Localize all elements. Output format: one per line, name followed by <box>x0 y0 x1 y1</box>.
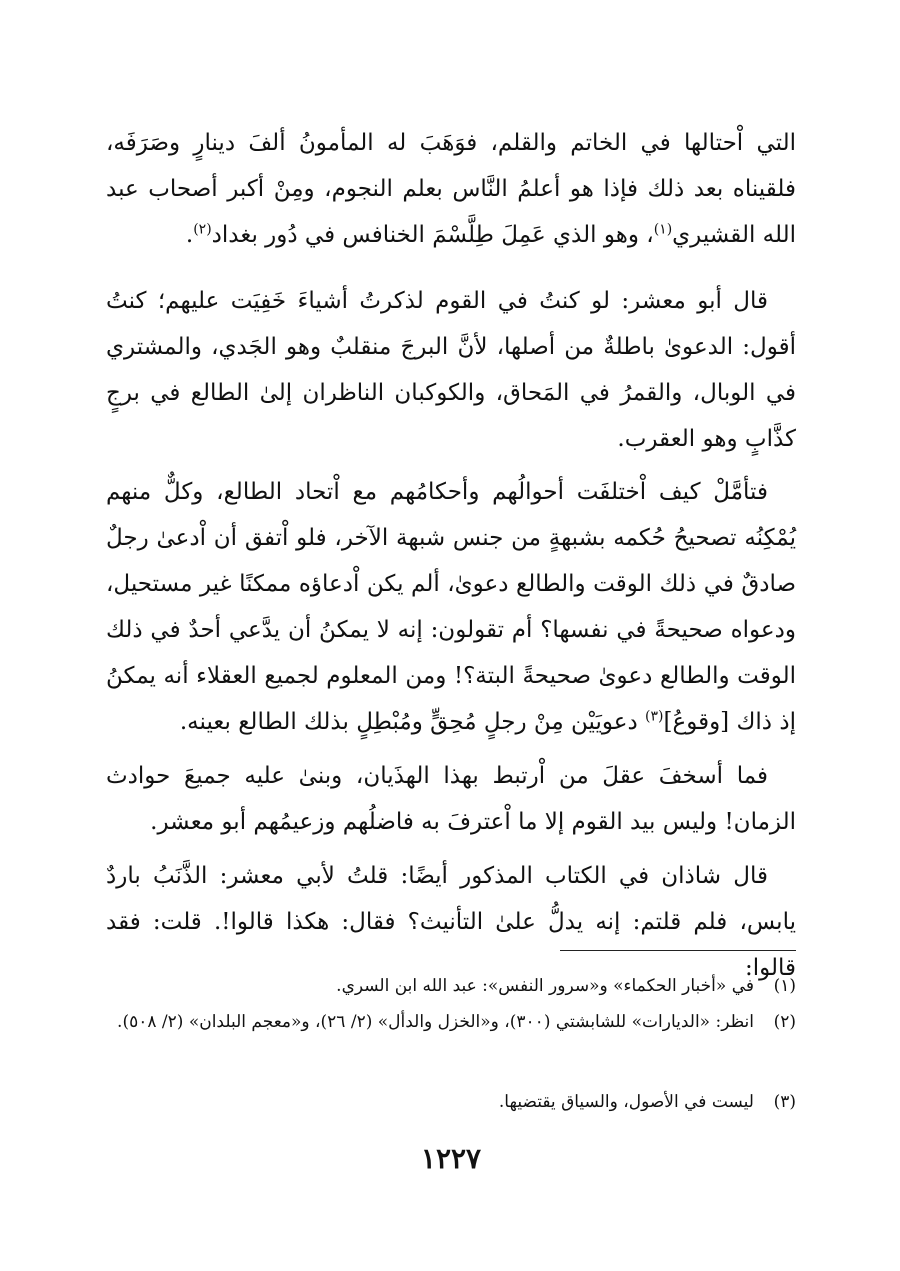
paragraph-1-text-2: ، وهو الذي عَمِلَ طِلَّسْمَ الخنافس في دُور بغداد <box>211 222 654 248</box>
footnote-divider <box>560 950 796 951</box>
footnote-ref-2: (٢) <box>193 221 212 238</box>
footnotes <box>106 970 796 1122</box>
footnote-2 <box>106 1006 796 1078</box>
paragraph-3-text: فتأمَّلْ كيف اْختلفَت أحوالُهم وأحكامُهم مع اْتحاد الطالع، وكلٌّ منهم يُمْكِنُه تصحيحُ حُكمه بشبهةٍ من جنس شبهة الآخر، فلو اْتفق أن اْدعىٰ رجلٌ صادقٌ في ذلك الوقت والطالع دعوىٰ، ألم يكن اْدعاؤه ممكنًا غير مستحيل، ودعواه صحيحةً في نفسها؟ أم تقولون: إنه لا يمكنُ أن يدَّعي أحدٌ في ذلك الوقت والطالع دعوىٰ صحيحةً البتة؟! ومن المعلوم لجميع العقلاء أنه يمكنُ إذ ذاك [وقوعُ] <box>106 479 796 735</box>
paragraph-5: قال شاذان في الكتاب المذكور أيضًا: قلتُ لأبي معشر: الذَّنَبُ باردٌ يابس، فلم قلتم: إنه يدلُّ علىٰ التأنيث؟ فقال: هكذا قالوا!. قلت: فقد قالوا: <box>106 863 796 981</box>
footnote-3 <box>106 1086 796 1122</box>
page-body <box>106 120 796 1175</box>
footnote-text: انظر: «الديارات» للشابشتي (٣٠٠)، و«الخزل والدأل» (٢/ ٢٦)، و«معجم البلدان» (٢/ ٥٠٨). <box>117 1012 754 1032</box>
paragraph-3 <box>106 469 796 745</box>
paragraph-4: فما أسخفَ عقلَ من اْرتبط بهذا الهذَيان، وبنىٰ عليه جميعَ حوادث الزمان! وليس بيد القوم إلا ما اْعترفَ به فاضلُهم وزعيمُهم أبو معشر. <box>106 763 796 835</box>
footnote-ref-3: (٣) <box>645 708 664 725</box>
footnote-text: ليست في الأصول، والسياق يقتضيها. <box>498 1092 754 1112</box>
footnote-ref-1: (١) <box>653 221 673 238</box>
paragraph-1 <box>106 120 796 272</box>
footnote-number: (٢) <box>773 1012 796 1032</box>
footnote-number: (١) <box>773 976 796 996</box>
page-number: ١٢٢٧ <box>420 1142 482 1175</box>
paragraph-2: قال أبو معشر: لو كنتُ في القوم لذكرتُ أشياءَ خَفِيَت عليهم؛ كنتُ أقول: الدعوىٰ باطلةٌ من أصلها، لأنَّ البرجَ منقلبٌ وهو الجَدي، والمشتري في الوبال، والقمرُ في المَحاق، والكوكبان الناظران إلىٰ الطالع في برجٍ كذَّابٍ وهو العقرب. <box>106 288 796 452</box>
paragraph-3-text-2: دعويَيْن مِنْ رجلٍ مُحِقٍّ ومُبْطِلٍ بذلك الطالع بعينه. <box>179 709 646 735</box>
footnote-1 <box>106 970 796 1006</box>
footnote-number: (٣) <box>773 1092 796 1112</box>
paragraph-1-text: التي اْحتالها في الخاتم والقلم، فوَهَبَ له المأمونُ ألفَ دينارٍ وصَرَفَه، فلقيناه بعد ذلك فإذا هو أعلمُ النَّاس بعلم النجوم، ومِنْ أكبر أصحاب عبد الله القشيري <box>106 130 796 248</box>
paragraph-1-text-3: . <box>185 222 194 248</box>
footnote-text: في «أخبار الحكماء» و«سرور النفس»: عبد الله ابن السري. <box>336 976 754 996</box>
